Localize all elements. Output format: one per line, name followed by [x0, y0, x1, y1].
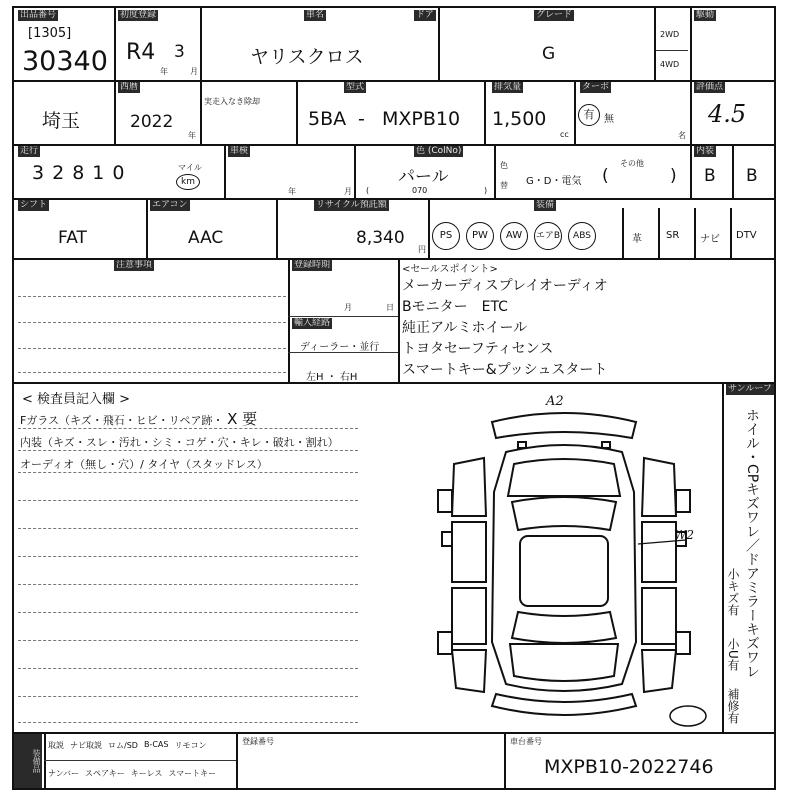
front-bumper: [492, 413, 636, 438]
rule: [574, 80, 576, 144]
caution-label: 注意事項: [116, 260, 153, 270]
hood: [508, 459, 620, 496]
mileage-km: km: [176, 174, 200, 190]
registration-era: R4: [126, 40, 156, 65]
score-label: 評価点: [696, 82, 724, 92]
inspector-lines: [20, 408, 339, 476]
dealer-month: 月: [344, 303, 352, 312]
model-year-unit: 年: [188, 131, 196, 140]
sales-point: 純正アルミホイール: [402, 320, 528, 336]
rule: [690, 8, 692, 144]
color-change-bottom: 替: [500, 181, 508, 190]
recycle-value: 8,340: [356, 228, 405, 248]
rule: [654, 8, 656, 80]
name-mark: 名: [678, 131, 686, 140]
sales-point: メーカーディスプレイオーディオ: [402, 278, 608, 294]
side-note-sub1: 小キズ有: [726, 568, 740, 616]
lot-prefix: [1305]: [28, 26, 72, 41]
bottom-item: スマートキー: [168, 769, 217, 778]
equip-sr: SR: [666, 230, 680, 241]
first-registration-label: 初度登録: [120, 10, 157, 20]
rule: [114, 8, 116, 144]
equip-ps: PS: [432, 222, 460, 250]
color-code-open: (: [366, 186, 370, 195]
inspector-line-interior: 内装（キズ・スレ・汚れ・シミ・コゲ・穴・キレ・破れ・割れ）: [20, 436, 339, 449]
rule: [18, 668, 358, 669]
recycle-unit: 円: [418, 245, 426, 254]
diagram-mark-side: W2: [674, 528, 694, 542]
rule: [276, 198, 278, 258]
fuel-other: その他: [620, 159, 644, 168]
rule: [146, 198, 148, 258]
rule: [694, 208, 696, 258]
score-value: B: [704, 166, 716, 186]
left-rear-door: [452, 588, 486, 644]
bottom-item: キーレス: [130, 769, 163, 778]
right-rear-door: [642, 588, 676, 644]
dealer-history-label: 登録時期: [294, 260, 331, 270]
mileage-digit: 0: [112, 162, 125, 184]
wheel: [438, 490, 452, 512]
registration-year: 3: [174, 42, 185, 62]
turbo-yes: 有: [578, 104, 600, 126]
mileage-digits: [32, 162, 182, 184]
glass-mark: X 要: [227, 410, 258, 428]
grade-label: グレード: [536, 10, 573, 20]
front-light: [602, 442, 610, 448]
side-note-sub2: 小U有: [726, 638, 740, 671]
left-front-fender: [452, 458, 486, 516]
dealer-day: 日: [386, 303, 394, 312]
interior-score-label: 内装: [696, 146, 715, 156]
rule: [354, 144, 356, 198]
car-diagram: [424, 392, 714, 728]
equipment-circled: [432, 222, 622, 250]
front-light: [518, 442, 526, 448]
car-name-value: ヤリスクロス: [250, 46, 364, 68]
rear-bumper: [492, 694, 636, 715]
equip-dtv: DTV: [736, 230, 757, 241]
bottom-item: B-CAS: [143, 740, 169, 749]
rule: [18, 500, 358, 501]
rule: [504, 732, 506, 788]
rule: [44, 760, 236, 761]
model-type-dash: -: [358, 108, 365, 130]
area-value: 埼玉: [42, 110, 81, 132]
chassis-number: MXPB10-2022746: [544, 756, 714, 778]
rule: [288, 258, 290, 382]
bottom-item: リモコン: [174, 741, 207, 750]
import-route-label: 輸入経路: [294, 318, 331, 328]
sales-point-label: <セールスポイント>: [402, 264, 498, 275]
diagram-mark-front: A2: [546, 394, 564, 409]
inspector-line-audio: オーディオ（無し・穴）/ タイヤ（スタッドレス）: [20, 458, 268, 471]
model-type-prefix: 5BA: [308, 108, 347, 130]
rule: [18, 556, 358, 557]
sales-point: トヨタセーフティセンス: [402, 341, 554, 357]
left-rear-fender: [452, 650, 486, 692]
shift-label: シフト: [20, 200, 48, 210]
left-front-door: [452, 522, 486, 582]
bottom-row2: [48, 768, 216, 779]
chassis-label: 車台番号: [510, 737, 542, 746]
rule: [296, 80, 298, 144]
month-unit: 月: [190, 67, 198, 76]
roof: [520, 536, 608, 606]
rule: [288, 316, 398, 317]
rule: [730, 208, 732, 258]
drive-2wd: 2WD: [660, 30, 680, 39]
side-note-main: ホイル・CPキズワレ／ドアミラーキズワレ: [744, 408, 760, 679]
wheel: [438, 632, 452, 654]
equip-leather: 革: [632, 234, 642, 245]
sales-points-list: [402, 276, 608, 381]
color-label: 色 (ColNo): [416, 146, 462, 156]
drive-4wd: 4WD: [660, 60, 680, 69]
mileage-digit: 8: [72, 162, 85, 184]
registration-label: 登録番号: [242, 737, 274, 746]
equipment-label: 装備: [536, 200, 555, 210]
car-name-label: 車名: [306, 10, 325, 20]
mark-circle: [670, 706, 706, 726]
color-code: 070: [412, 186, 428, 195]
rule: [18, 612, 358, 613]
inspection-label: 車検: [230, 146, 249, 156]
lot-number: 30340: [22, 46, 108, 77]
sales-point: スマートキー&プッシュスタート: [402, 362, 608, 378]
rule: [224, 144, 226, 198]
displacement-label: 排気量: [494, 82, 522, 92]
model-type-label: 型式: [346, 82, 365, 92]
rule: [428, 198, 430, 258]
bottom-row1: [48, 740, 206, 751]
auction-sheet: [12, 6, 776, 790]
year-unit: 年: [160, 67, 168, 76]
lot-label: 出品番号: [20, 10, 57, 20]
shift-value: FAT: [58, 228, 87, 248]
model-year-value: 2022: [130, 112, 174, 132]
equip-abs: ABS: [568, 222, 596, 250]
rule: [200, 80, 202, 144]
inspector-title: < 検査員記入欄 >: [22, 392, 131, 407]
inspection-month: 月: [344, 187, 352, 196]
rule: [484, 80, 486, 144]
rule: [622, 208, 624, 258]
inspector-line-glass: [20, 408, 339, 432]
interior-score-value: B: [746, 166, 758, 186]
bottom-label: 装備品: [14, 734, 42, 788]
rear-glass: [512, 612, 616, 643]
rule: [18, 322, 286, 323]
aircon-label: エアコン: [152, 200, 188, 210]
rule: [18, 584, 358, 585]
rule: [18, 722, 358, 723]
equip-pw: PW: [466, 222, 494, 250]
displacement-value: 1,500: [492, 108, 547, 130]
rule: [14, 144, 774, 146]
rule: [14, 732, 774, 734]
mileage-digit: 1: [92, 162, 105, 184]
bottom-item: スペアキー: [85, 769, 125, 778]
side-note-sub3: 補修有: [726, 688, 740, 724]
recycle-label: リサイクル預託額: [316, 200, 387, 210]
sales-point: Bモニター ETC: [402, 299, 508, 315]
mileage-digit: 3: [32, 162, 45, 184]
rule: [732, 144, 734, 198]
rule: [658, 208, 660, 258]
right-rear-fender: [642, 650, 676, 692]
rule: [398, 258, 400, 382]
grade-value: G: [542, 44, 556, 64]
equip-aw: AW: [500, 222, 528, 250]
mileage-mile: マイル: [178, 163, 202, 172]
rule: [18, 296, 286, 297]
handle-value: 左H ・ 右H: [306, 372, 358, 383]
wheel: [676, 490, 690, 512]
inspection-year: 年: [288, 187, 296, 196]
equip-airbag: エアB: [534, 222, 562, 250]
mileage-digit: 2: [52, 162, 65, 184]
rule: [18, 696, 358, 697]
bottom-item: ナビ取説: [70, 741, 102, 750]
displacement-unit: cc: [560, 130, 569, 139]
aircon-value: AAC: [188, 228, 224, 248]
color-name: パール: [398, 167, 449, 187]
roof-label: サンルーフ: [728, 384, 772, 394]
rule: [236, 732, 238, 788]
door-label: ドア: [416, 10, 434, 20]
equip-navi: ナビ: [700, 234, 720, 245]
rule: [656, 50, 688, 51]
rule: [18, 372, 286, 373]
rule: [200, 8, 202, 80]
right-front-fender: [642, 458, 676, 516]
right-front-door: [642, 522, 676, 582]
rule: [18, 348, 286, 349]
model-year-label: 西暦: [120, 82, 139, 92]
trunk: [510, 644, 618, 681]
rule: [494, 144, 496, 198]
mileage-label: 走行: [20, 146, 39, 156]
inspector-glass-text: Fガラス（キズ・飛石・ヒビ・リペア跡・: [20, 414, 224, 427]
turbo-label: ターボ: [582, 82, 610, 92]
score-handwritten: 4.5: [708, 100, 747, 128]
bottom-item: ロム/SD: [108, 741, 138, 750]
fuel-options: G・D・電気: [526, 176, 582, 187]
wheel: [676, 632, 690, 654]
paren-open: (: [602, 166, 609, 186]
mirror: [442, 532, 452, 546]
paren-close: ): [670, 166, 677, 186]
model-year-note: 実走入なき除却: [204, 97, 260, 106]
color-change-top: 色: [500, 161, 508, 170]
rule: [18, 528, 358, 529]
rule: [14, 198, 774, 200]
bottom-item: ナンバー: [48, 769, 80, 778]
rule: [438, 8, 440, 80]
model-type-code: MXPB10: [382, 108, 461, 130]
rule: [722, 382, 724, 732]
import-route-value: ディーラー・並行: [300, 342, 380, 353]
windshield: [512, 497, 616, 530]
rule: [690, 144, 692, 198]
turbo-no: 無: [604, 114, 614, 125]
color-code-close: ): [484, 186, 488, 195]
car-body: [492, 445, 636, 691]
bottom-item: 取説: [48, 741, 64, 750]
drive-label: 駆動: [696, 10, 715, 20]
rule: [18, 640, 358, 641]
rule: [14, 382, 774, 384]
